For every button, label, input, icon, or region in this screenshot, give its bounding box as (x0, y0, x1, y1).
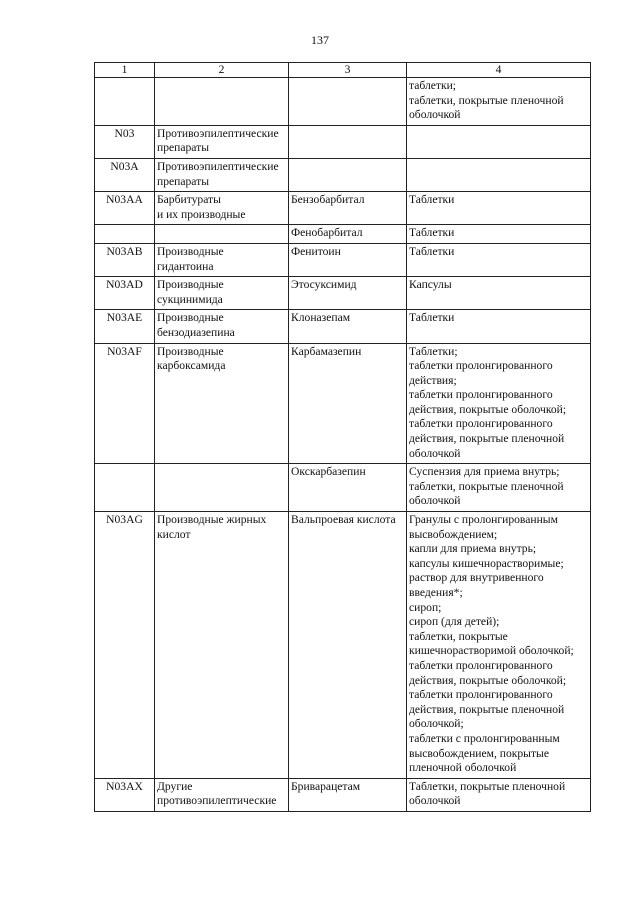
pharmacological-group-cell (155, 464, 289, 512)
dosage-form-line: сироп; (409, 600, 442, 614)
drug-name-cell: Бензобарбитал (289, 192, 407, 225)
pharmacological-group-cell (155, 125, 289, 158)
table-row (95, 310, 591, 343)
group-line: Противоэпилептические (157, 126, 279, 140)
dosage-form-line: таблетки пролонгированного действия, покрытые оболочкой; (409, 388, 567, 416)
dosage-forms-cell (407, 78, 591, 126)
drug-name-cell: Окскарбазепин (289, 464, 407, 512)
pharmacological-group-cell (155, 243, 289, 276)
dosage-forms-cell (407, 277, 591, 310)
dosage-forms-cell (407, 243, 591, 276)
group-line: кислот (157, 527, 191, 541)
dosage-form-line: таблетки пролонгированного действия, покрытые пленочной оболочкой (409, 417, 565, 460)
atc-code-cell (95, 464, 155, 512)
dosage-form-line: сироп (для детей); (409, 615, 500, 629)
table-row (95, 277, 591, 310)
group-line: препараты (157, 174, 209, 188)
header-cell: 4 (407, 63, 591, 78)
drug-name-cell: Фенитоин (289, 243, 407, 276)
drug-name-cell: Фенобарбитал (289, 225, 407, 244)
header-cell: 1 (95, 63, 155, 78)
pharmacological-group-cell (155, 78, 289, 126)
dosage-form-line: Таблетки; (409, 344, 458, 358)
group-line: гидантоина (157, 259, 214, 273)
dosage-form-line: таблетки пролонгированного действия; (409, 359, 553, 387)
drug-name-cell: Клоназепам (289, 310, 407, 343)
group-line: Производные (157, 278, 224, 292)
group-line: Противоэпилептические (157, 159, 279, 173)
dosage-form-line: таблетки пролонгированного действия, покрытые пленочной оболочкой; (409, 688, 565, 731)
drug-name-cell: Бриварацетам (289, 778, 407, 811)
dosage-forms-cell (407, 778, 591, 811)
dosage-form-line: Капсулы (409, 278, 452, 292)
dosage-form-line: таблетки, покрытые пленочной оболочкой (409, 93, 564, 122)
atc-code-cell: N03AF (95, 343, 155, 464)
dosage-form-line: Таблетки (409, 226, 455, 240)
drug-name-cell: Карбамазепин (289, 343, 407, 464)
dosage-forms-cell (407, 343, 591, 464)
pharmacological-group-cell (155, 343, 289, 464)
dosage-forms-cell (407, 310, 591, 343)
drug-table (94, 62, 591, 812)
group-line: карбоксамида (157, 359, 226, 373)
dosage-form-line: капли для приема внутрь; (409, 542, 537, 556)
dosage-form-line: таблетки с пролонгированным высвобождением, покрытые пленочной оболочкой (409, 731, 560, 775)
pharmacological-group-cell (155, 158, 289, 191)
atc-code-cell: N03AD (95, 277, 155, 310)
group-line: Производные жирных (157, 513, 267, 527)
dosage-forms-cell (407, 464, 591, 512)
dosage-form-line: раствор для внутривенного введения*; (409, 571, 544, 599)
atc-code-cell: N03AA (95, 192, 155, 225)
atc-code-cell (95, 78, 155, 126)
header-row (95, 63, 591, 78)
table-row (95, 78, 591, 126)
group-line: Производные (157, 244, 224, 258)
dosage-forms-cell (407, 192, 591, 225)
dosage-form-line: таблетки, покрытые пленочной оболочкой (409, 479, 564, 508)
table-row (95, 158, 591, 191)
pharmacological-group-cell (155, 512, 289, 779)
dosage-form-line: Таблетки (409, 193, 455, 207)
table-row (95, 512, 591, 779)
group-line: Производные (157, 344, 224, 358)
group-line: Другие (157, 779, 193, 793)
table-row (95, 225, 591, 244)
atc-code-cell: N03AE (95, 310, 155, 343)
dosage-form-line: Таблетки (409, 244, 455, 258)
group-line: препараты (157, 141, 209, 155)
table-row (95, 778, 591, 811)
page-number: 137 (311, 33, 329, 47)
atc-code-cell: N03AG (95, 512, 155, 779)
atc-code-cell: N03 (95, 125, 155, 158)
group-line: Производные (157, 311, 224, 325)
dosage-form-line: таблетки; (409, 79, 457, 92)
drug-name-cell (289, 78, 407, 126)
pharmacological-group-cell (155, 225, 289, 244)
group-line: сукцинимида (157, 292, 223, 306)
atc-code-cell: N03AB (95, 243, 155, 276)
drug-name-cell: Вальпроевая кислота (289, 512, 407, 779)
dosage-form-line: Гранулы с пролонгированным высвобождением; (409, 513, 558, 541)
dosage-form-line: таблетки пролонгированного действия, покрытые оболочкой; (409, 658, 567, 687)
header-cell: 2 (155, 63, 289, 78)
pharmacological-group-cell (155, 192, 289, 225)
atc-code-cell (95, 225, 155, 244)
pharmacological-group-cell (155, 277, 289, 310)
drug-name-cell: Этосуксимид (289, 277, 407, 310)
group-line: противоэпилептические (157, 794, 277, 808)
table-row (95, 464, 591, 512)
drug-name-cell (289, 125, 407, 158)
table-row (95, 243, 591, 276)
atc-code-cell: N03AX (95, 778, 155, 811)
pharmacological-group-cell (155, 778, 289, 811)
dosage-form-line: таблетки, покрытые кишечнорастворимой оболочкой; (409, 629, 574, 658)
group-line: бензодиазепина (157, 325, 235, 339)
dosage-form-line: капсулы кишечнорастворимые; (409, 556, 564, 570)
table-row (95, 343, 591, 464)
table-body (95, 78, 591, 812)
table-row (95, 125, 591, 158)
header-cell: 3 (289, 63, 407, 78)
dosage-form-line: Суспензия для приема внутрь; (409, 465, 560, 479)
dosage-form-line: Таблетки, покрытые пленочной оболочкой (409, 779, 566, 808)
dosage-forms-cell (407, 225, 591, 244)
group-line: Барбитураты (157, 193, 221, 207)
atc-code-cell: N03A (95, 158, 155, 191)
dosage-forms-cell (407, 512, 591, 779)
dosage-forms-cell (407, 125, 591, 158)
group-line: и их производные (157, 207, 246, 221)
dosage-forms-cell (407, 158, 591, 191)
drug-name-cell (289, 158, 407, 191)
pharmacological-group-cell (155, 310, 289, 343)
dosage-form-line: Таблетки (409, 311, 455, 325)
table-row (95, 192, 591, 225)
